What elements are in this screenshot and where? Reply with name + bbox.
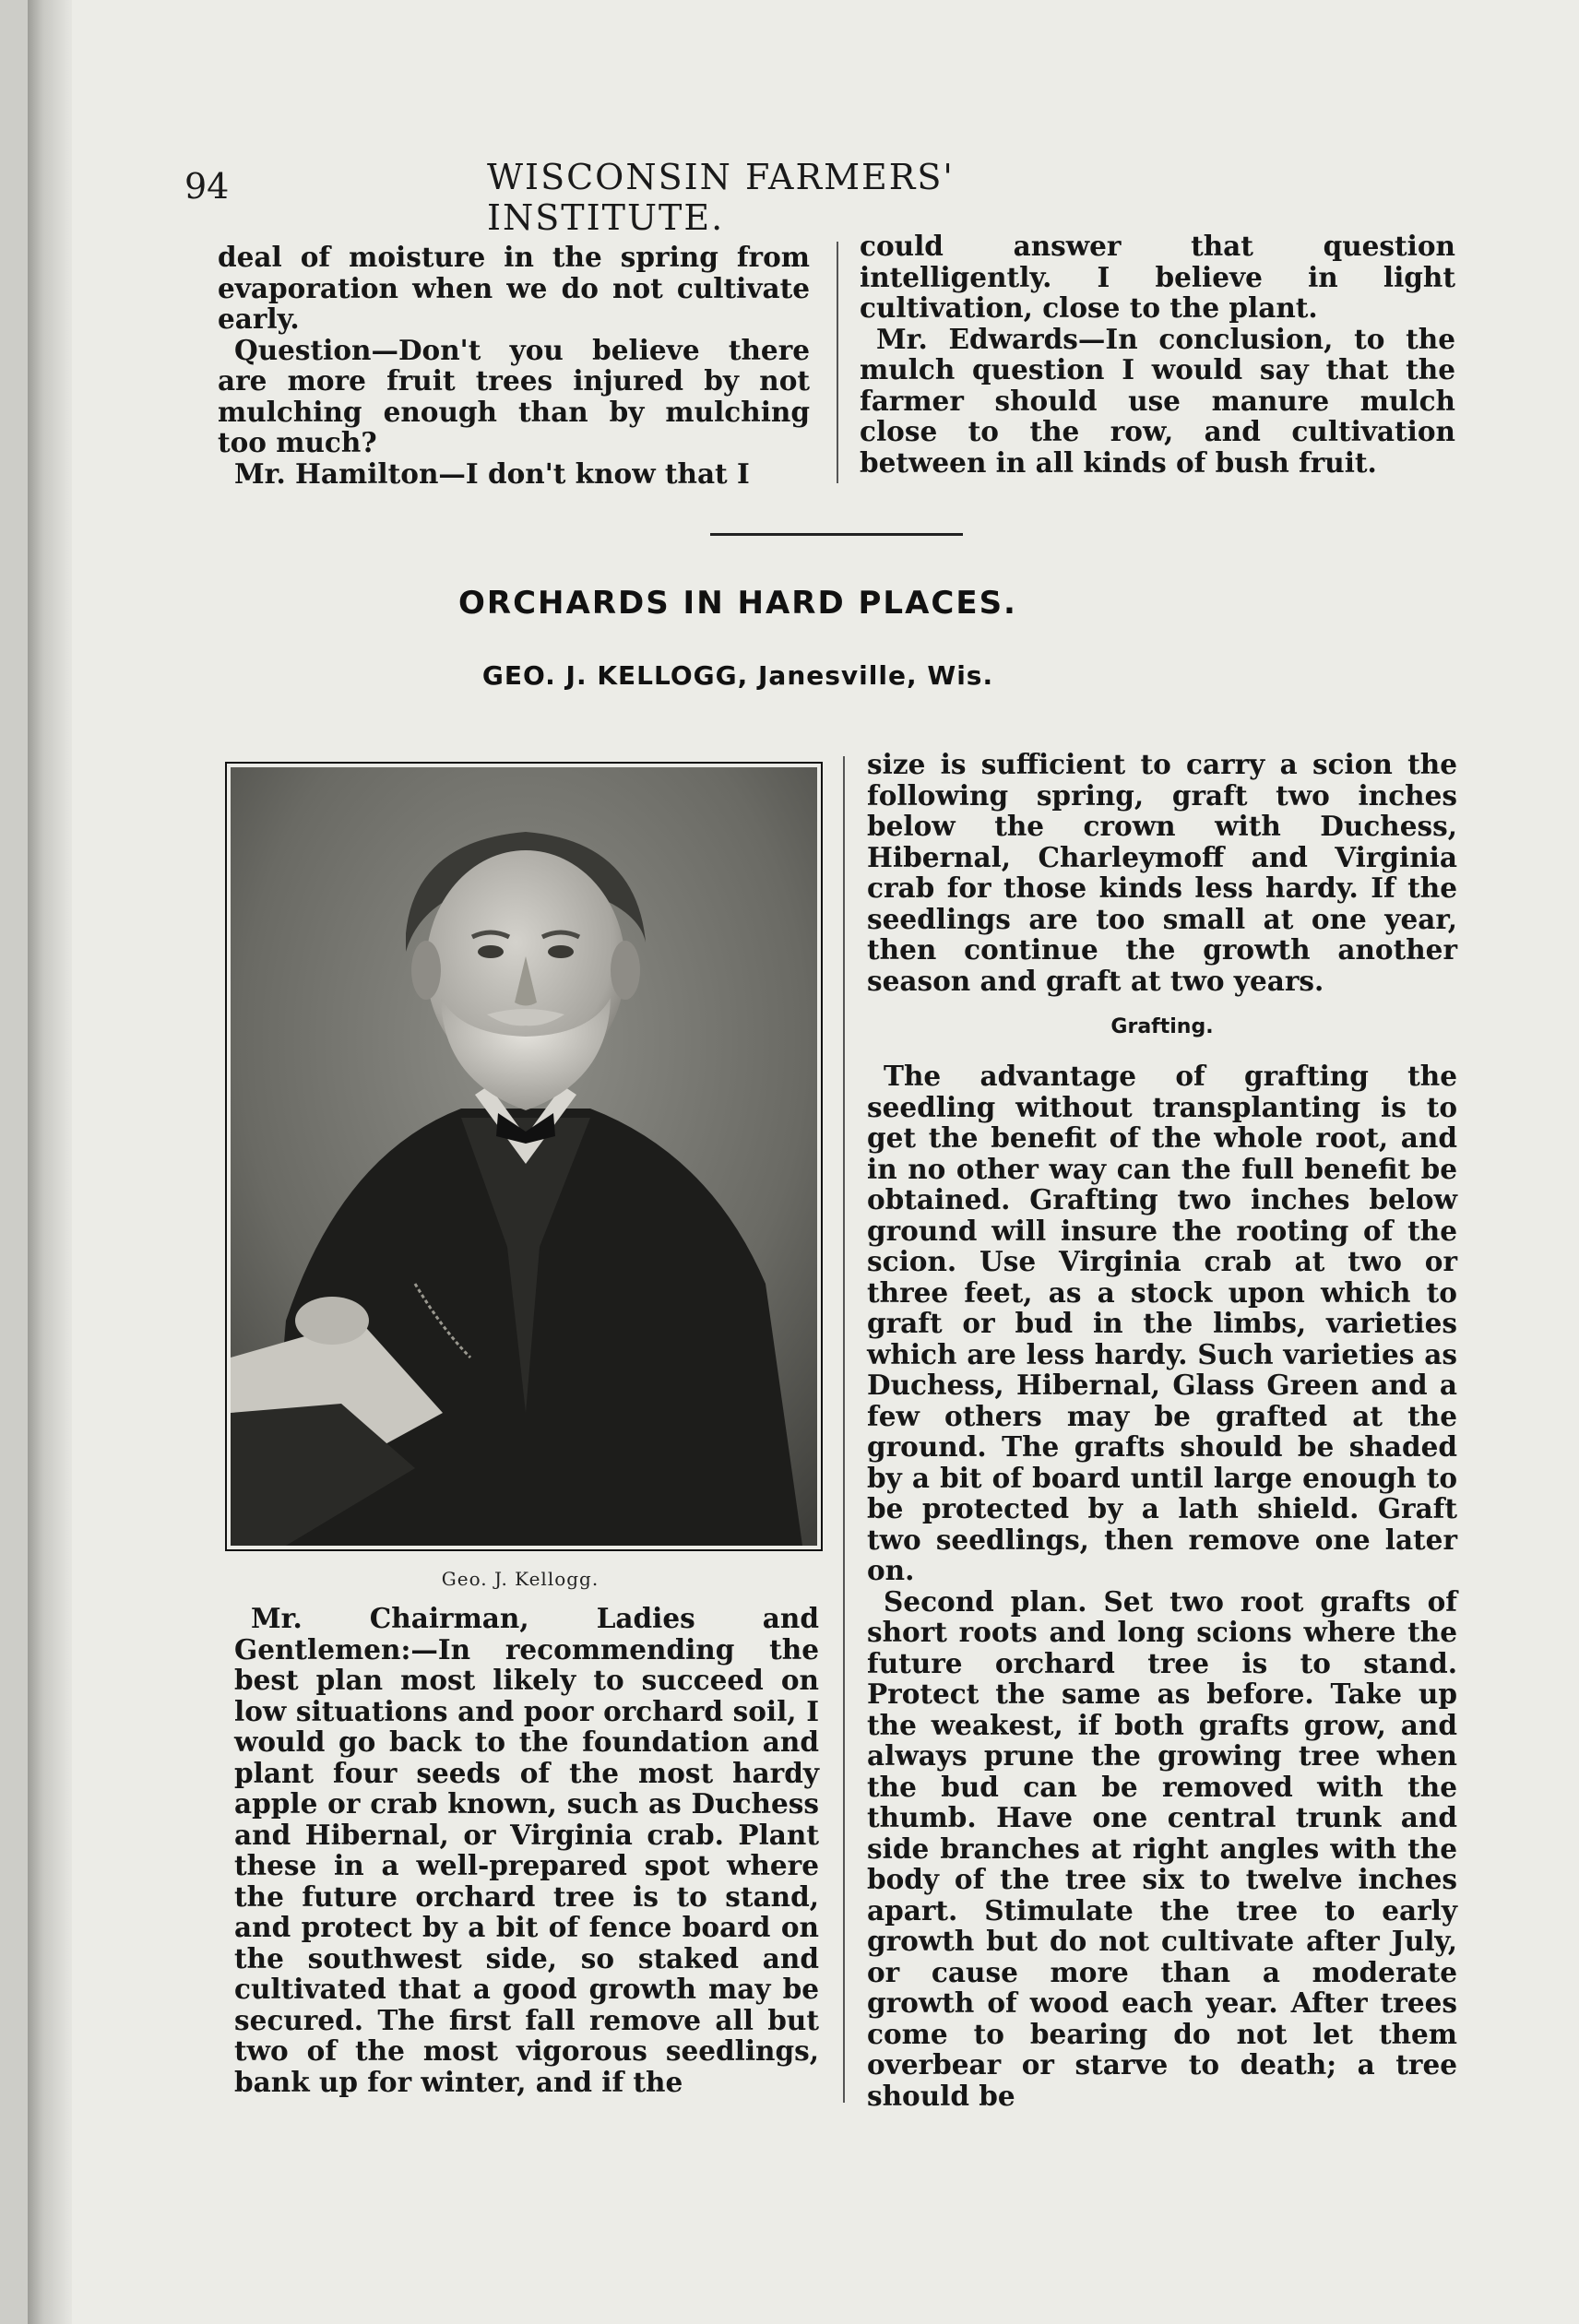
section-separator: [710, 533, 963, 536]
column-rule: [837, 242, 838, 483]
paragraph: Question—Don't you believe there are more fruit trees injured by not mulching enough than by mulching too much?: [218, 333, 810, 458]
section-subhead: Grafting.: [1110, 1015, 1214, 1038]
paragraph: Mr. Edwards—In conclusion, to the mulch question I would say that the farmer should use manure mulch close to the row, and cultivation between in all kinds of bush fruit.: [860, 322, 1455, 479]
column-rule: [843, 756, 845, 2103]
paragraph: could answer that question intelligently. I believe in light cultivation, close to the plant.: [860, 230, 1455, 324]
paragraph: The advantage of grafting the seedling without transplanting is to get the benefit of the whole root, and in no other way can the full benefit be obtained. Grafting two inches below ground will insure the rooting of the scion. Use Virginia crab at two or three feet, as a stock upon which to graft or bud in the limbs, varieties which are less hardy. Such varieties as Duchess, Hibernal, Glass Green and a few others may be grafted at the ground. The grafts should be shaded by a bit of board until large enough to be protected by a lath shield. Graft two seedlings, then remove one later on.: [867, 1060, 1457, 1586]
top-right-column: [860, 231, 1455, 478]
top-left-column: [218, 242, 810, 489]
body-right-column: [867, 749, 1457, 2111]
running-head: WISCONSIN FARMERS' INSTITUTE.: [487, 157, 955, 238]
paragraph: size is sufficient to carry a scion the following spring, graft two inches below the crown with Duchess, Hibernal, Charleymoff and Virginia crab for those kinds less hardy. If the seedlings are too small at one year, then continue the growth another season and graft at two years.: [867, 748, 1457, 997]
paragraph: Mr. Hamilton—I don't know that I: [234, 456, 750, 490]
portrait-photo: [225, 762, 823, 1551]
body-left-column: [234, 1603, 819, 2097]
page-number: 94: [184, 166, 230, 207]
article-byline: GEO. J. KELLOGG, Janesville, Wis.: [481, 660, 994, 691]
paragraph: deal of moisture in the spring from evaporation when we do not cultivate early.: [218, 241, 810, 335]
paragraph: Mr. Chairman, Ladies and Gentlemen:—In recommending the best plan most likely to succeed on low situations and poor orchard soil, I would go back to the foundation and plant four seeds of the most hardy apple or crab known, such as Duchess and Hibernal, or Virginia crab. Plant these in a well-prepared spot where the future orchard tree is to stand, and protect by a bit of fence board on the southwest side, so staked and cultivated that a good growth may be secured. The first fall remove all but two of the most vigorous seedlings, bank up for winter, and if the: [234, 1602, 819, 2098]
page-header: [184, 149, 1162, 238]
portrait-caption: Geo. J. Kellogg.: [441, 1568, 600, 1590]
paragraph: Second plan. Set two root grafts of short roots and long scions where the future orchard tree is to stand. Protect the same as before. Take up the weakest, if both grafts grow, and always prune the growing tree when the bud can be removed with the thumb. Have one central trunk and side branches at right angles with the body of the tree six to twelve inches apart. Stimulate the tree to early growth but do not cultivate after July, or cause more than a moderate growth of wood each year. After trees come to bearing do not let them overbear or starve to death; a tree should be: [867, 1584, 1457, 2112]
portrait-image: [231, 767, 817, 1546]
article-title: ORCHARDS IN HARD PLACES.: [458, 585, 1017, 622]
binding-gutter: [28, 0, 72, 2324]
